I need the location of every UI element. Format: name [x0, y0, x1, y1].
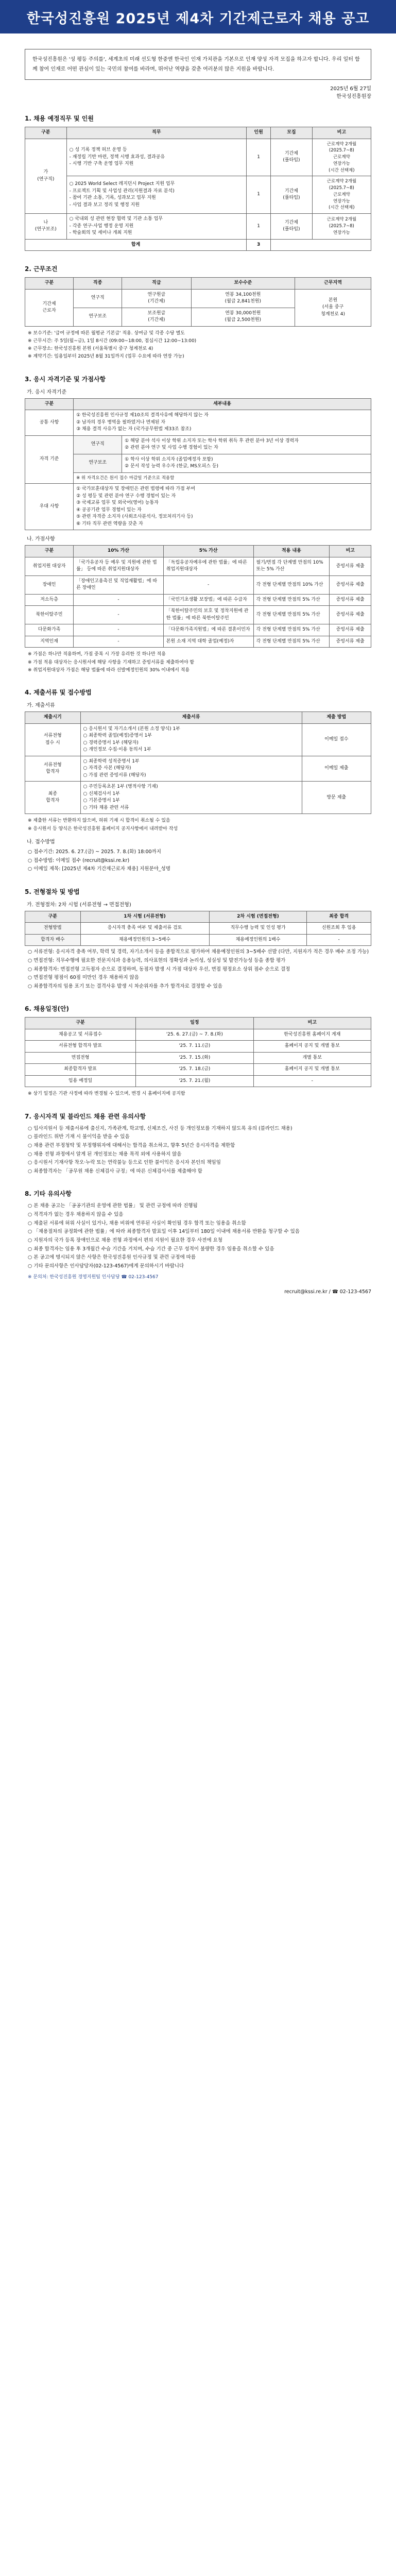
col-header: 적용 내용 — [253, 546, 330, 557]
table-row — [25, 575, 371, 594]
list-item: ○ 이메일 제목: [2025년 제4차 기간제근로자 채용] 지원분야_성명 — [28, 866, 170, 872]
section-5-heading: 5. 전형절차 및 방법 — [25, 888, 80, 895]
col-header: 2차 시험 (면접전형) — [209, 911, 307, 923]
cell-value: 채용예정인원의 1배수 — [209, 934, 307, 946]
cell-c: 각 전형 단계별 만점의 5% 가산 — [253, 594, 330, 606]
note-line: ※ 가점 적용 대상자는 응시원서에 해당 사항을 기재하고 증빙서류를 제출하여야 함 — [28, 659, 195, 665]
note-line: ※ 가점은 하나만 적용하며, 가점 중복 시 가장 유리한 것 하나만 적용 — [28, 652, 166, 657]
cell-key: 북한이탈주민 — [25, 606, 74, 624]
note-line: ※ 보수기준: '급여 규정에 따른 월평균 기본급' 적용. 상여금 및 각종 수당 별도 — [28, 330, 185, 336]
table-row — [25, 214, 371, 240]
cell-group: 기간제 근로자 — [25, 289, 74, 326]
cell-d: 증빙서류 제출 — [330, 557, 371, 575]
cell-value: 채용예정인원의 3~5배수 — [80, 934, 209, 946]
cell-duty: ○ 2025 World Select 레지던시 Project 지원 업무 - 프로젝트 기획 및 사업성 관리(지원결과 자료 분석) - 참여 기관 소통, 기록, 성과보고 업무 지원 - 사업 결과 보고 정리 및 행정 지원 — [66, 176, 246, 214]
cell-key: 서류전형 합격자 발표 — [25, 1041, 136, 1053]
col-header: 비고 — [330, 546, 371, 557]
cell-duty: ○ 성 기록 정책 허브 운영 등 - 재정립 기반 마련, 정책 시행 효과성, 결과공유 - 시행 기반 구축 운영 업무 지원 — [66, 139, 246, 176]
cell-value: ① 학사 이상 학위 소지자 (졸업예정자 포함) ② 문서 작성 능력 우수자 (한글, MS오피스 등) — [122, 454, 371, 472]
col-header: 보수수준 — [191, 278, 295, 290]
intro-box: 한국성진흥원은 '성 평등 주의를', 세계초의 미래 선도형 한중엔 한국인 인재 가치관을 기본으로 인재 양성 자격 모집을 하고자 합니다. 우리 일터 함께 참여 인재로 어떤 관심이 있는 국민의 참여를 바라며, 뛰어난 역량을 갖춘 여러분의 많은 지원을 바랍니다. — [25, 49, 371, 80]
cell-value: ○ 주민등록초본 1부 (병적사항 기재) ○ 신체검사서 1부 ○ 기본증명서 1부 ○ 기타 채용 관련 서류 — [80, 782, 302, 814]
cell-common — [74, 410, 371, 436]
table-row-total — [25, 239, 371, 251]
cell-method: 이메일 제출 — [302, 756, 371, 782]
cell-a: - — [74, 624, 164, 636]
process-table — [25, 911, 371, 946]
table-row — [25, 934, 371, 946]
cell-note: 근로계약 2개월 (2025.7~8) 근로계약 연장가능 (시간 선택제) — [312, 176, 371, 214]
list-item: ○ 지원자의 국가 등록 장애인으로 채용 전형 과정에서 편의 지원이 필요한 경우 사전에 요청 — [28, 1237, 222, 1243]
bonus-table — [25, 545, 371, 648]
cell-date: '25. 7. 15.(화) — [136, 1052, 253, 1064]
cell-grade: 보조원급 (기간제) — [122, 308, 191, 326]
cell-b: - — [163, 575, 253, 594]
cell-label: 자격 기준 — [25, 435, 74, 484]
col-header: 구분 — [25, 911, 81, 923]
col-header: 구분 — [25, 398, 74, 410]
cell-a: - — [74, 606, 164, 624]
list-item: ② 남자의 경우 병역을 필하였거나 면제된 자 — [76, 419, 166, 425]
cell-type: 기간제 (풀타임) — [271, 214, 313, 240]
note-line: ※ 근무장소: 한국성진흥원 본원 (서울특별시 중구 청계천로 4) — [28, 346, 153, 352]
cell-note: 홈페이지 공지 및 개별 통보 — [253, 1041, 371, 1053]
cell-a: - — [74, 594, 164, 606]
cell-b: 「북한이탈주민의 보호 및 정착지원에 관한 법률」에 따른 북한이탈주민 — [163, 606, 253, 624]
col-header: 제출시기 — [25, 712, 81, 724]
cell-a: 「장애인고용촉진 및 직업재활법」에 따른 장애인 — [74, 575, 164, 594]
cell-d: 증빙서류 제출 — [330, 594, 371, 606]
cell-key: 임용 예정일 — [25, 1075, 136, 1087]
cell-b: 「국민기초생활 보장법」에 따른 수급자 — [163, 594, 253, 606]
col-header: 5% 가산 — [163, 546, 253, 557]
list-item: ○ 면접전형 평점이 60점 미만인 경우 채용하지 않음 — [28, 975, 139, 981]
col-header: 10% 가산 — [74, 546, 164, 557]
list-item: ○ 서류전형: 응시자격 충족 여부, 학력 및 경력, 자기소개서 등을 종합적으로 평가하여 채용예정인원의 3~5배수 선발 (다만, 지원자가 적은 경우 배수 조정 가능) — [28, 949, 369, 955]
section-8-heading: 8. 기타 유의사항 — [25, 1190, 72, 1198]
process-detail — [28, 948, 371, 991]
cell-c: 필기/면접 각 단계별 만점의 10% 또는 5% 가산 — [253, 557, 330, 575]
col-header: 인원 — [247, 127, 271, 139]
total-label: 합계 — [25, 239, 247, 251]
section-3-heading: 3. 응시 자격기준 및 가점사항 — [25, 375, 106, 383]
cell-a: - — [74, 636, 164, 648]
col-header: 제출서류 — [80, 712, 302, 724]
col-header: 최종 합격 — [307, 911, 371, 923]
col-header: 제출 방법 — [302, 712, 371, 724]
note-line: ※ 계약기간: 임용일부터 2025년 8월 31일까지 (업무 수요에 따라 연장 가능) — [28, 354, 184, 360]
documents-table — [25, 711, 371, 814]
cell-date: '25. 6. 27.(금) ~ 7. 8.(화) — [136, 1029, 253, 1041]
table-row — [25, 557, 371, 575]
section-7-heading: 7. 응시자격 및 블라인드 채용 관련 유의사항 — [25, 1112, 146, 1120]
table-row — [25, 723, 371, 756]
footer-contact: recruit@kssi.re.kr / ☎ 02-123-4567 — [284, 1289, 371, 1295]
note-line: ※ 응시원서 등 양식은 한국성진흥원 홈페이지 공지사항에서 내려받아 작성 — [28, 826, 178, 832]
cell-value: 신원조회 후 임용 — [307, 923, 371, 935]
cell-date: '25. 7. 21.(월) — [136, 1075, 253, 1087]
list-item: ○ 기타 문의사항은 인사담당자(02-123-4567)에게 문의하시기 바랍니다 — [28, 1263, 184, 1269]
cell-note: 근로계약 2개월 (2025.7~8) 연장가능 — [312, 214, 371, 240]
list-item: ○ 입사지원서 등 제출서류에 출신지, 가족관계, 학교명, 신체조건, 사진 등 개인정보를 기재하지 않도록 유의 (블라인드 채용) — [28, 1125, 292, 1131]
col-header: 구분 — [25, 127, 67, 139]
cell-key: 전형방법 — [25, 923, 81, 935]
requirements-table — [25, 398, 371, 531]
cell-b: 본원 소재 지역 대학 졸업(예정)자 — [163, 636, 253, 648]
col-header: 비고 — [253, 1018, 371, 1029]
page-title: 한국성진흥원 2025년 제4차 기간제근로자 채용 공고 — [0, 0, 396, 33]
table-row — [25, 782, 371, 814]
cell-note: 한국성진흥원 홈페이지 게재 — [253, 1029, 371, 1041]
announce-date: 2025년 6월 27일 — [330, 86, 371, 92]
cell-num: 1 — [247, 176, 271, 214]
announce-org: 한국성진흥원장 — [336, 94, 371, 99]
method-list — [28, 848, 371, 874]
col-header: 구분 — [25, 546, 74, 557]
date-line — [25, 85, 371, 100]
cell-grade: 연구원급 (기간제) — [122, 289, 191, 308]
cell-key: 서류전형 합격자 — [25, 756, 81, 782]
cell-value: 직무수행 능력 및 인성 평가 — [209, 923, 307, 935]
cell-method: 이메일 접수 — [302, 723, 371, 756]
subsection-title: 가. 응시 자격기준 — [27, 389, 67, 395]
subsection-title: 나. 접수방법 — [27, 839, 55, 845]
cell-key: 연구보조 — [74, 454, 122, 472]
list-item: ○ 접수방법: 이메일 접수 (recruit@kssi.re.kr) — [28, 857, 130, 863]
cell-pay: 연봉 30,000천원 (월급 2,500천원) — [191, 308, 295, 326]
list-item: ① 국가보훈대상자 및 장애인은 관련 법령에 따라 가점 부여 — [76, 486, 195, 492]
list-item: ○ 블라인드 위반 기재 시 불이익을 받을 수 있음 — [28, 1134, 130, 1140]
subsection-title: 가. 전형절차: 2차 시험 (서류전형 → 면접전형) — [27, 902, 131, 908]
cell-value: - — [307, 934, 371, 946]
cell-d: 증빙서류 제출 — [330, 636, 371, 648]
table-row — [25, 139, 371, 176]
table-row — [25, 1041, 371, 1053]
table-row — [25, 289, 371, 308]
cell-type: 연구보조 — [74, 308, 122, 326]
col-header: 비고 — [312, 127, 371, 139]
cell-num: 1 — [247, 139, 271, 176]
cell-note: 홈페이지 공지 및 개별 통보 — [253, 1064, 371, 1076]
cell-d: 증빙서류 제출 — [330, 575, 371, 594]
list-item: ○ 본 공고에 명시되지 않은 사항은 한국성진흥원 인사규정 및 관련 규정에 따름 — [28, 1255, 196, 1261]
col-header: 모집 — [271, 127, 313, 139]
cell-a: 「국가유공자 등 예우 및 지원에 관한 법률」 등에 따른 취업지원대상자 — [74, 557, 164, 575]
cell-value: ○ 응시원서 및 자기소개서 (본원 소정 양식) 1부 ○ 최종학력 졸업(예정)증명서 1부 ○ 경력증명서 1부 (해당자) ○ 개인정보 수집·이용 동의서 1부 — [80, 723, 302, 756]
cell-area: 본원 (서울 중구 청계천로 4) — [295, 289, 371, 326]
list-item: ○ 제출된 서류에 허위 사실이 있거나, 채용 비위에 연루된 사실이 확인될 경우 합격 또는 임용을 취소함 — [28, 1220, 246, 1226]
table-row — [25, 176, 371, 214]
cell-key: 채용공고 및 서류접수 — [25, 1029, 136, 1041]
list-item: ③ 국제교류 업무 및 외국어(영어) 능통자 — [76, 500, 159, 506]
cell-group: 가 (연구직) — [25, 139, 67, 214]
list-item: ⑤ 관련 자격증 소지자 (사회조사분석사, 정보처리기사 등) — [76, 514, 193, 520]
cell-key: 면접전형 — [25, 1052, 136, 1064]
cell-c: 각 전형 단계별 만점의 5% 가산 — [253, 624, 330, 636]
table-row — [25, 472, 371, 484]
table-row — [25, 624, 371, 636]
cell-label: 공통 사항 — [25, 410, 74, 436]
cell-key: 지역인재 — [25, 636, 74, 648]
cell-key: 합격자 배수 — [25, 934, 81, 946]
cell-date: '25. 7. 18.(금) — [136, 1064, 253, 1076]
cell-key: 연구직 — [74, 435, 122, 454]
cell-b: 「다문화가족지원법」에 따른 결혼이민자 — [163, 624, 253, 636]
col-header: 직급 — [122, 278, 191, 290]
list-item: ① 한국성진흥원 인사규정 제10조의 결격사유에 해당하지 않는 자 — [76, 413, 209, 418]
cell-c: 각 전형 단계별 만점의 5% 가산 — [253, 606, 330, 624]
table-row — [25, 484, 371, 530]
list-item: ⑥ 기타 직무 관련 역량을 갖춘 자 — [76, 521, 143, 527]
table-row — [25, 923, 371, 935]
table-row — [25, 454, 371, 472]
list-item: ○ 최종합격자는 「공무원 채용 신체검사 규정」에 따른 신체검사서를 제출해야 함 — [28, 1168, 202, 1174]
table-row — [25, 435, 371, 454]
cell-key: 서류전형 접수 시 — [25, 723, 81, 756]
list-item: ○ 적격자가 없는 경우 채용하지 않을 수 있음 — [28, 1212, 124, 1218]
note-line: ※ 취업지원대상자 가점은 해당 법률에 따라 선발예정인원의 30% 이내에서 적용 — [28, 668, 190, 673]
section-4-heading: 4. 제출서류 및 접수방법 — [25, 689, 92, 697]
cell-group: 나 (연구보조) — [25, 214, 67, 240]
col-header: 근무지역 — [295, 278, 371, 290]
cell-date: '25. 7. 11.(금) — [136, 1041, 253, 1053]
table-row — [25, 1029, 371, 1041]
cell-note: ※ 위 자격요건은 원서 접수 마감일 기준으로 적용함 — [74, 472, 371, 484]
cell-type: 기간제 (풀타임) — [271, 139, 313, 176]
etc-list — [28, 1202, 371, 1270]
cell-note: - — [253, 1075, 371, 1087]
list-item: ○ 최종 합격자는 임용 후 3개월간 수습 기간을 거치며, 수습 기간 중 근무 성적이 불량한 경우 임용을 취소할 수 있음 — [28, 1246, 274, 1252]
cell-key: 다문화가족 — [25, 624, 74, 636]
col-header: 직무 — [66, 127, 246, 139]
subsection-title: 나. 가점사항 — [27, 536, 55, 543]
list-item: ○ 접수기간: 2025. 6. 27.(금) ~ 2025. 7. 8.(화) 18:00까지 — [28, 849, 161, 855]
col-header: 일정 — [136, 1018, 253, 1029]
col-header: 세부내용 — [74, 398, 371, 410]
bonus-notes — [28, 651, 371, 674]
section-1-heading: 1. 채용 예정직무 및 인원 — [25, 115, 94, 122]
note-line: ※ 제출한 서류는 반환하지 않으며, 허위 기재 시 합격이 취소될 수 있음 — [28, 818, 170, 824]
col-header: 구분 — [25, 1018, 136, 1029]
cell-c: 각 전형 단계별 만점의 5% 가산 — [253, 636, 330, 648]
cell-note: 근로계약 2개월 (2025.7~8) 근로계약 연장가능 (시간 선택제) — [312, 139, 371, 176]
cell-key: 최종 합격자 — [25, 782, 81, 814]
cell-value: ○ 최종학력 성적증명서 1부 ○ 자격증 사본 (해당자) ○ 가점 관련 증빙서류 (해당자) — [80, 756, 302, 782]
cell-note: 개별 통보 — [253, 1052, 371, 1064]
documents-notes — [28, 817, 371, 833]
list-item: ○ 「채용절차의 공정화에 관한 법률」에 따라 최종합격자 발표일 이후 14일부터 180일 이내에 채용서류 반환을 청구할 수 있음 — [28, 1229, 300, 1235]
list-item: ○ 응시원서 기재사항 착오·누락 또는 연락불능 등으로 인한 불이익은 응시자 본인의 책임임 — [28, 1160, 221, 1166]
cell-method: 방문 제출 — [302, 782, 371, 814]
cell-value: ① 해당 분야 석사 이상 학위 소지자 또는 학사 학위 취득 후 관련 분야 3년 이상 경력자 ② 관련 분야 연구 및 사업 수행 경험이 있는 자 — [122, 435, 371, 454]
table-row — [25, 756, 371, 782]
schedule-table — [25, 1017, 371, 1087]
list-item: ○ 최종합격자: 면접전형 고득점자 순으로 결정하며, 동점자 발생 시 가점 대상자 우선, 면접 평정요소 상위 점수 순으로 결정 — [28, 966, 290, 972]
list-item: ③ 채용 결격 사유가 없는 자 (국가공무원법 제33조 참조) — [76, 427, 192, 432]
cell-key: 취업지원 대상자 — [25, 557, 74, 575]
blind-list — [28, 1125, 371, 1176]
list-item: ○ 본 채용 공고는 「공공기관의 운영에 관한 법률」 및 관련 규정에 따라 진행됨 — [28, 1203, 198, 1209]
subsection-title: 가. 제출서류 — [27, 703, 55, 709]
section-2-heading: 2. 근무조건 — [25, 265, 58, 273]
conditions-notes — [28, 330, 371, 361]
col-header: 구분 — [25, 278, 74, 290]
note-line: ※ 근무시간: 주 5일(월~금), 1일 8시간 (09:00~18:00, 점심시간 12:00~13:00) — [28, 338, 197, 344]
table-row — [25, 410, 371, 436]
cell-num: 1 — [247, 214, 271, 240]
list-item: ○ 면접전형: 직무수행에 필요한 전문지식과 응용능력, 의사표현의 정확성과 논리성, 성실성 및 발전가능성 등을 종합 평가 — [28, 957, 286, 963]
table-row — [25, 636, 371, 648]
col-header: 직종 — [74, 278, 122, 290]
list-item: ② 성 평등 및 관련 분야 연구 수행 경험이 있는 자 — [76, 493, 176, 499]
cell-value: 응시자격 충족 여부 및 제출서류 검토 — [80, 923, 209, 935]
cell-d: 증빙서류 제출 — [330, 606, 371, 624]
list-item: ④ 공공기관 업무 경험이 있는 자 — [76, 507, 142, 513]
schedule-note: ※ 상기 일정은 기관 사정에 따라 변경될 수 있으며, 변경 시 홈페이지에 공지함 — [28, 1091, 185, 1097]
table-row — [25, 1064, 371, 1076]
total-num: 3 — [247, 239, 271, 251]
cell-duty: ○ 국내외 성 관련 현장 협력 및 기관 소통 업무 - 각종 연구·사업 행정 운영 지원 - 학술회의 및 세미나 개최 지원 — [66, 214, 246, 240]
cell-type: 연구직 — [74, 289, 122, 308]
cell-key: 장애인 — [25, 575, 74, 594]
cell-key: 최종합격자 발표 — [25, 1064, 136, 1076]
table-row — [25, 606, 371, 624]
cell-pay: 연봉 34,100천원 (월급 2,841천원) — [191, 289, 295, 308]
table-row — [25, 1075, 371, 1087]
cell-pref — [74, 484, 371, 530]
positions-table — [25, 127, 371, 251]
list-item: ○ 채용 관련 부정청탁 및 부정행위자에 대해서는 합격을 취소하고, 향후 5년간 응시자격을 제한함 — [28, 1142, 235, 1148]
contact-line: ※ 문의처: 한국성진흥원 경영지원팀 인사담당 ☎ 02-123-4567 — [28, 1275, 159, 1280]
cell-type: 기간제 (풀타임) — [271, 176, 313, 214]
cell-key: 저소득층 — [25, 594, 74, 606]
col-header: 1차 시험 (서류전형) — [80, 911, 209, 923]
table-row — [25, 594, 371, 606]
list-item: ○ 채용 전형 과정에서 알게 된 개인정보는 채용 목적 외에 사용하지 않음 — [28, 1151, 182, 1157]
table-row — [25, 1052, 371, 1064]
cell-label: 우대 사항 — [25, 484, 74, 530]
cell-d: 증빙서류 제출 — [330, 624, 371, 636]
conditions-table — [25, 277, 371, 327]
list-item: ○ 최종합격자의 임용 포기 또는 결격사유 발생 시 차순위자를 추가 합격자로 결정할 수 있음 — [28, 983, 222, 989]
cell-b: 「독립유공자예우에 관한 법률」에 따른 취업지원대상자 — [163, 557, 253, 575]
cell-c: 각 전형 단계별 만점의 10% 가산 — [253, 575, 330, 594]
section-6-heading: 6. 채용일정(안) — [25, 1005, 70, 1013]
